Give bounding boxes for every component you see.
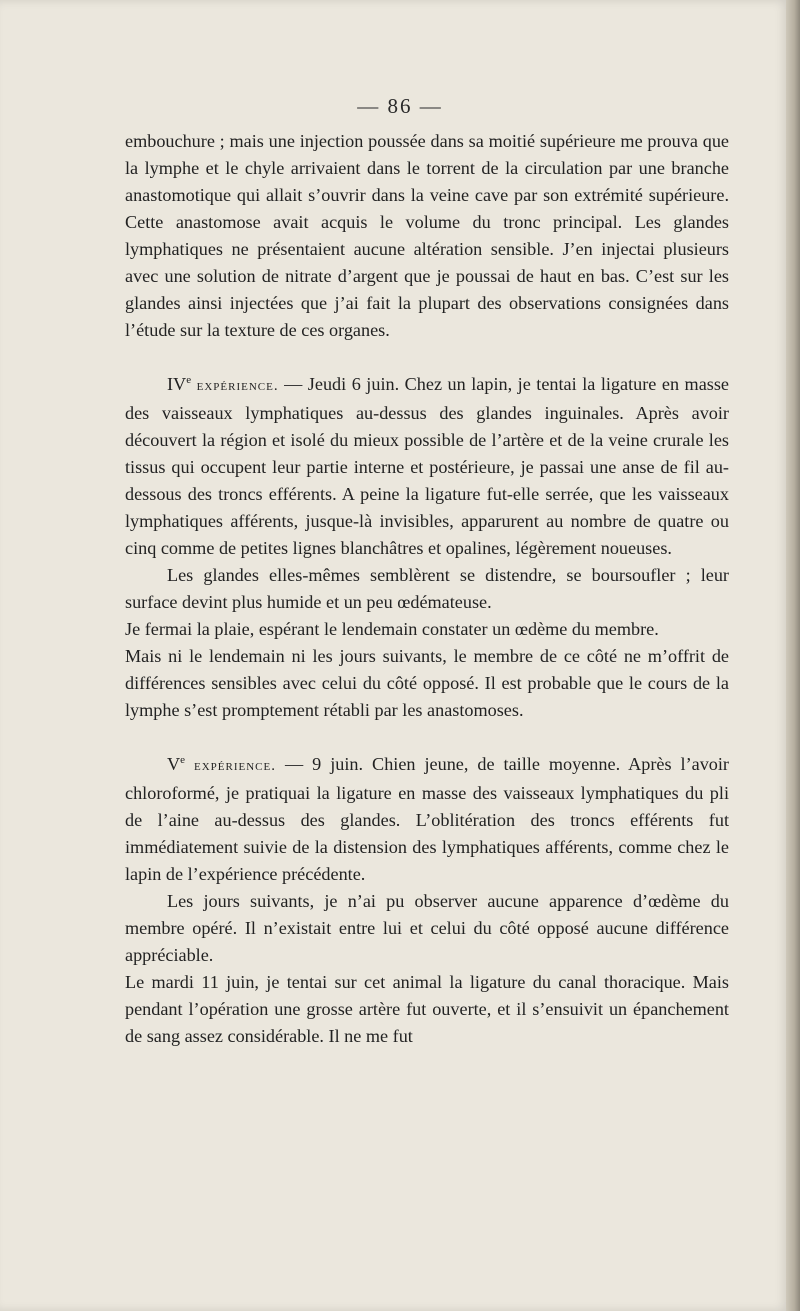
experience-4-label: expérience. — [196, 378, 279, 394]
experience-4-text: — Jeudi 6 juin. Chez un lapin, je tentai la ligature en masse des vaisseaux lymphatiques au-dessus des glandes inguinales. Après avoir découvert la région et isolé du mieux possible de l’artère et de la veine crurale les tissus qui occupent leur partie interne et postérieure, je passai une anse de fil au-dessous des troncs efférents. A peine la ligature fut-elle serrée, que les vaisseaux lymphatiques afférents, jusque-là invisibles, apparurent au nombre de quatre ou cinq comme de petites lignes blanchâtres et opalines, légèrement noueuses. — [125, 374, 730, 558]
paragraph-7: Les jours suivants, je n’ai pu observer aucune apparence d’œdème du membre opéré. Il n’existait entre lui et celui du côté opposé aucune différence appréciable. — [125, 891, 729, 965]
experience-5-sup: e — [180, 753, 186, 766]
paragraph-4: Je fermai la plaie, espérant le lendemain constater un œdème du membre. — [125, 619, 659, 639]
page-number: — 86 — — [357, 94, 443, 118]
experience-4-number: IV — [167, 374, 187, 394]
paragraph-5: Mais ni le lendemain ni les jours suivants, le membre de ce côté ne m’offrit de différences sensibles avec celui du côté opposé. Il est probable que le cours de la lymphe s’est promptement rétabli par les anastomoses. — [125, 646, 729, 720]
experience-5-label: expérience. — [194, 758, 276, 774]
paragraph-8: Le mardi 11 juin, je tentai sur cet animal la ligature du canal thoracique. Mais pendant l’opération une grosse artère fut ouverte, et il s’ensuivit un épanchement de sang assez considérable. Il ne me fut — [125, 972, 729, 1046]
experience-5-number: V — [167, 754, 181, 774]
page-edge — [786, 0, 800, 1311]
experience-4-sup: e — [186, 373, 192, 386]
body-text — [125, 128, 729, 1050]
paragraph-experience-4 — [125, 371, 729, 562]
paragraph-1: embouchure ; mais une injection poussée dans sa moitié supérieure me prouva que la lymphe et le chyle arrivaient dans le torrent de la circulation par une branche anastomotique qui allait s’ouvrir dans la veine cave par son extrémité supérieure. Cette anastomose avait acquis le volume du tronc principal. Les glandes lymphatiques ne présentaient aucune altération sensible. J’en injectai plusieurs avec une solution de nitrate d’argent que je poussai de haut en bas. C’est sur les glandes ainsi injectées que j’ai fait la plupart des observations consignées dans l’étude sur la texture de ces organes. — [125, 131, 729, 340]
paragraph-3: Les glandes elles-mêmes semblèrent se distendre, se boursoufler ; leur surface devint plus humide et un peu œdémateuse. — [125, 565, 729, 612]
experience-5-text: — 9 juin. Chien jeune, de taille moyenne. Après l’avoir chloroformé, je pratiquai la ligature en masse des vaisseaux lymphatiques du pli de l’aine au-dessus des glandes. L’oblitération des troncs efférents fut immédiatement suivie de la distension des lymphatiques afférents, comme chez le lapin de l’expérience précédente. — [125, 754, 729, 884]
paragraph-experience-5 — [125, 751, 729, 888]
